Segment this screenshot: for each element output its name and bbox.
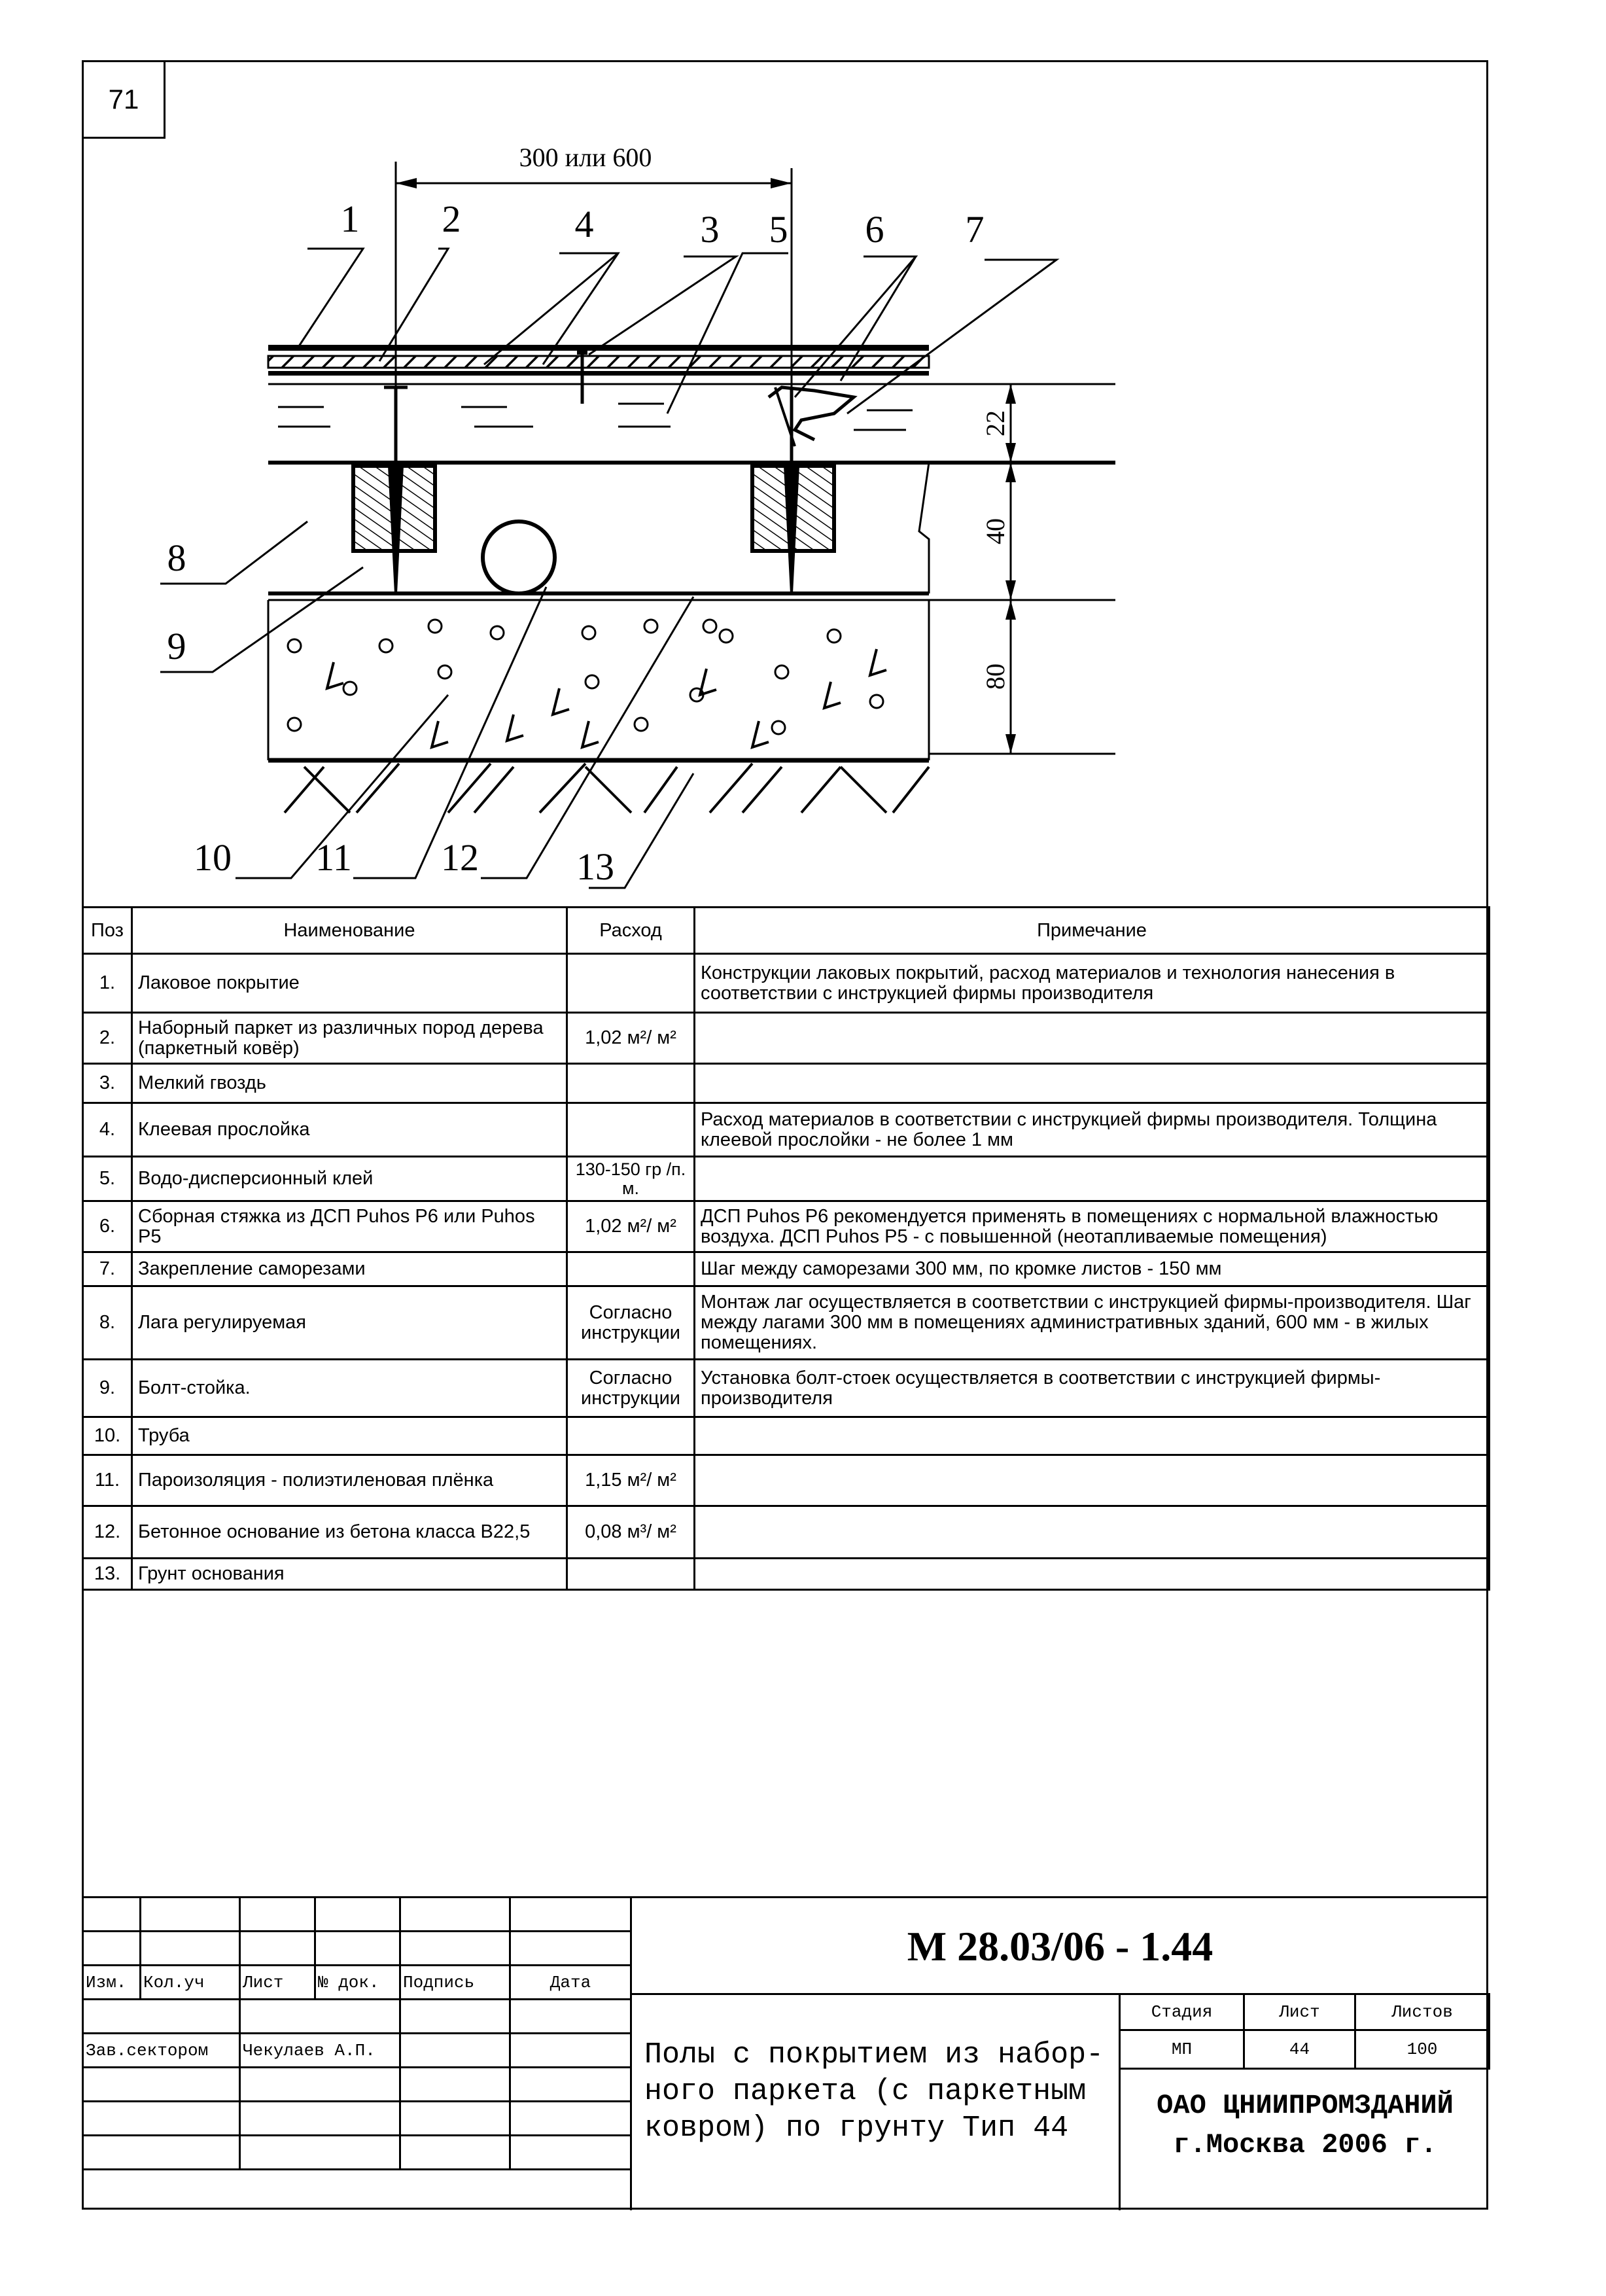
table-row [83, 1013, 1490, 1064]
callout-12: 12 [441, 836, 479, 879]
row-pos: 11. [83, 1455, 132, 1506]
row-pos: 5. [83, 1157, 132, 1201]
table-row [83, 1201, 1490, 1252]
title-line-1: Полы с покрытием из набор- [644, 2038, 1104, 2072]
row-pos: 7. [83, 1252, 132, 1286]
row-note [695, 1013, 1490, 1064]
header-note: Примечание [695, 908, 1490, 954]
drawing-title [644, 2037, 1104, 2147]
col-doc: № док. [315, 1966, 400, 2000]
col-date: Дата [510, 1966, 631, 2000]
row-note [695, 1064, 1490, 1103]
row-pos: 8. [83, 1286, 132, 1360]
row-name: Мелкий гвоздь [132, 1064, 567, 1103]
role-label: Зав.сектором [83, 2034, 240, 2068]
table-row [83, 1506, 1490, 1559]
sheets-value: 100 [1355, 2030, 1490, 2069]
row-name: Пароизоляция - полиэтиленовая плёнка [132, 1455, 567, 1506]
row-pos: 6. [83, 1201, 132, 1252]
row-name: Клеевая прослойка [132, 1103, 567, 1157]
sheet-value: 44 [1244, 2030, 1355, 2069]
document-code: М 28.03/06 - 1.44 [907, 1923, 1213, 1969]
header-name: Наименование [132, 908, 567, 954]
row-rate: 0,08 м³/ м² [567, 1506, 695, 1559]
row-rate: 1,02 м²/ м² [567, 1201, 695, 1252]
title-line-2: ного паркета (с паркетным [644, 2075, 1087, 2108]
row-name: Наборный паркет из различных пород дерева (паркетный ковёр) [132, 1013, 567, 1064]
row-note [695, 1559, 1490, 1590]
stage-value: МП [1120, 2030, 1244, 2069]
row-name: Грунт основания [132, 1559, 567, 1590]
title-line-3: ковром) по грунту Тип 44 [644, 2111, 1069, 2145]
row-rate: 1,15 м²/ м² [567, 1455, 695, 1506]
revision-grid [82, 1896, 632, 2170]
callout-11: 11 [315, 836, 352, 879]
dim-22: 22 [981, 410, 1010, 436]
row-pos: 2. [83, 1013, 132, 1064]
table-row [83, 1360, 1490, 1417]
callout-10: 10 [194, 836, 232, 879]
row-pos: 12. [83, 1506, 132, 1559]
callout-4: 4 [574, 203, 594, 245]
row-name: Водо-дисперсионный клей [132, 1157, 567, 1201]
callout-1: 1 [340, 198, 360, 240]
floor-section-drawing [82, 139, 1488, 908]
dimension-top: 300 или 600 [519, 143, 652, 172]
organization [1122, 2086, 1488, 2164]
specification-table [82, 906, 1490, 1591]
row-pos: 4. [83, 1103, 132, 1157]
row-pos: 9. [83, 1360, 132, 1417]
row-note [695, 1417, 1490, 1455]
person-name: Чекулаев А.П. [240, 2034, 400, 2068]
row-note: Шаг между саморезами 300 мм, по кромке листов - 150 мм [695, 1252, 1490, 1286]
row-name: Лага регулируемая [132, 1286, 567, 1360]
row-note: Монтаж лаг осуществляется в соответствии с инструкцией фирмы-производителя. Шаг между лагами 300 мм в помещениях административных зданий, 600 мм - в жилых помещениях. [695, 1286, 1490, 1360]
row-rate [567, 1103, 695, 1157]
row-rate: Согласно инструкции [567, 1360, 695, 1417]
sheet-label: Лист [1244, 1994, 1355, 2030]
callout-3: 3 [700, 208, 720, 251]
table-row [83, 1064, 1490, 1103]
city-year: г.Москва 2006 г. [1173, 2129, 1437, 2161]
callout-5: 5 [769, 208, 788, 251]
row-pos: 13. [83, 1559, 132, 1590]
dim-80: 80 [981, 663, 1010, 690]
row-note: Конструкции лаковых покрытий, расход материалов и технология нанесения в соответствии с инструкцией фирмы производителя [695, 954, 1490, 1013]
col-sign: Подпись [400, 1966, 510, 2000]
row-pos: 10. [83, 1417, 132, 1455]
stage-label: Стадия [1120, 1994, 1244, 2030]
sheets-label: Листов [1355, 1994, 1490, 2030]
org-name: ОАО ЦНИИПРОМЗДАНИЙ [1157, 2090, 1454, 2121]
callout-6: 6 [865, 208, 884, 251]
table-row [83, 1286, 1490, 1360]
row-rate [567, 1064, 695, 1103]
table-row [83, 1455, 1490, 1506]
row-rate [567, 1417, 695, 1455]
title-block [82, 1896, 1488, 2210]
row-name: Бетонное основание из бетона класса В22,5 [132, 1506, 567, 1559]
row-name: Болт-стойка. [132, 1360, 567, 1417]
row-rate [567, 1252, 695, 1286]
row-rate [567, 1559, 695, 1590]
row-note: Расход материалов в соответствии с инструкцией фирмы производителя. Толщина клеевой прослойки - не более 1 мм [695, 1103, 1490, 1157]
table-header-row [83, 908, 1490, 954]
header-rate: Расход [567, 908, 695, 954]
row-name: Сборная стяжка из ДСП Puhos P6 или Puhos P5 [132, 1201, 567, 1252]
callout-2: 2 [442, 198, 461, 240]
row-name: Труба [132, 1417, 567, 1455]
table-row [83, 954, 1490, 1013]
col-list: Лист [240, 1966, 315, 2000]
row-note [695, 1157, 1490, 1201]
table-row [83, 1157, 1490, 1201]
row-rate: 130-150 гр /п. м. [567, 1157, 695, 1201]
col-kol: Кол.уч [141, 1966, 240, 2000]
row-name: Закрепление саморезами [132, 1252, 567, 1286]
row-rate: 1,02 м²/ м² [567, 1013, 695, 1064]
row-note: Установка болт-стоек осуществляется в соответствии с инструкцией фирмы-производителя [695, 1360, 1490, 1417]
row-name: Лаковое покрытие [132, 954, 567, 1013]
row-rate [567, 954, 695, 1013]
callout-9: 9 [167, 625, 186, 667]
dim-40: 40 [981, 518, 1010, 544]
table-row [83, 1252, 1490, 1286]
row-rate: Согласно инструкции [567, 1286, 695, 1360]
row-pos: 3. [83, 1064, 132, 1103]
row-note [695, 1506, 1490, 1559]
sheet-info-grid [1119, 1993, 1490, 2070]
page-number: 71 [82, 60, 166, 139]
table-row [83, 1417, 1490, 1455]
row-note: ДСП Puhos P6 рекомендуется применять в помещениях с нормальной влажностью воздуха. ДСП Puhos P5 - с повышенной (неотапливаемые помещения) [695, 1201, 1490, 1252]
row-note [695, 1455, 1490, 1506]
table-row [83, 1103, 1490, 1157]
callout-7: 7 [965, 208, 985, 251]
col-izm: Изм. [83, 1966, 141, 2000]
callout-13: 13 [576, 845, 614, 888]
table-row [83, 1559, 1490, 1590]
callout-8: 8 [167, 537, 186, 579]
header-pos: Поз [83, 908, 132, 954]
row-pos: 1. [83, 954, 132, 1013]
